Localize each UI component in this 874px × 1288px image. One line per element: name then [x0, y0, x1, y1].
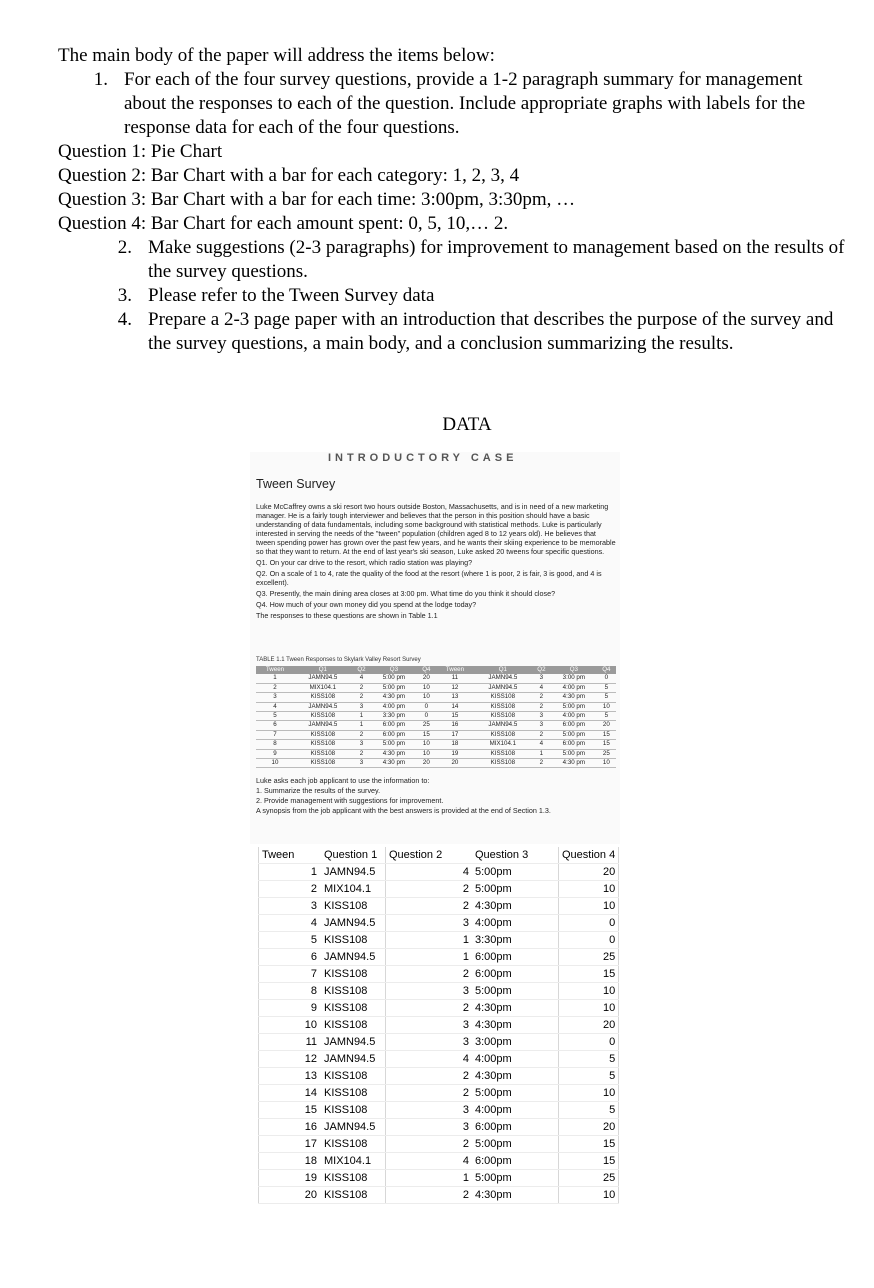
table-cell: 2	[352, 730, 371, 739]
table-row	[259, 1034, 619, 1051]
cell-tween: 12	[259, 1051, 321, 1068]
table-cell: 9	[256, 749, 294, 758]
table-row	[259, 915, 619, 932]
table-cell: 10	[597, 702, 616, 711]
table-cell: 13	[436, 693, 474, 702]
cell-question-2: 2	[386, 1000, 473, 1017]
table-cell: 5:00 pm	[551, 702, 597, 711]
table-cell: 6	[256, 721, 294, 730]
cell-question-4: 20	[559, 1119, 619, 1136]
table-row	[256, 693, 616, 702]
cell-tween: 17	[259, 1136, 321, 1153]
header-cell: Q4	[417, 666, 436, 674]
cell-tween: 15	[259, 1102, 321, 1119]
cell-question-2: 1	[386, 1170, 473, 1187]
table-cell: 5	[597, 693, 616, 702]
table-row	[256, 674, 616, 683]
cell-tween: 1	[259, 864, 321, 881]
table-cell: 5:00 pm	[551, 749, 597, 758]
table-cell: 4:00 pm	[551, 712, 597, 721]
table-cell: 4:30 pm	[371, 759, 417, 768]
table-cell: 2	[352, 683, 371, 692]
table-cell: KISS108	[474, 759, 532, 768]
cell-question-4: 0	[559, 932, 619, 949]
table-cell: KISS108	[294, 759, 352, 768]
cell-question-1: KISS108	[320, 1102, 386, 1119]
table-cell: 1	[352, 721, 371, 730]
header-question-2: Question 2	[386, 847, 473, 864]
case-title: Tween Survey	[256, 477, 336, 491]
cell-question-1: KISS108	[320, 1187, 386, 1204]
cell-question-2: 4	[386, 1051, 473, 1068]
table-row	[259, 1000, 619, 1017]
cell-question-3: 5:00pm	[472, 1136, 559, 1153]
table-cell: 5	[597, 712, 616, 721]
tasks-intro: Luke asks each job applicant to use the information to:	[256, 776, 430, 785]
table-row	[259, 966, 619, 983]
header-cell: Q2	[532, 666, 551, 674]
question-4-instruction: Question 4: Bar Chart for each amount spent: 0, 5, 10,… 2.	[58, 213, 509, 234]
cell-question-4: 10	[559, 898, 619, 915]
cell-question-4: 0	[559, 915, 619, 932]
table-cell: KISS108	[294, 730, 352, 739]
table-cell: 8	[256, 740, 294, 749]
table-row	[259, 881, 619, 898]
table-cell: 2	[532, 693, 551, 702]
case-banner: INTRODUCTORY CASE	[328, 452, 518, 464]
cell-tween: 18	[259, 1153, 321, 1170]
list-number: 2.	[117, 237, 132, 258]
case-paragraph: Luke McCaffrey owns a ski resort two hours outside Boston, Massachusetts, and is in need of a new marketing manager. He is a fairly tough interviewer and believes that the person in this position should have a basic understanding of data fundamentals, including some background with statistical methods. Luke is particularly interested in serving the needs of the "tween" population (children aged 8 to 12 years old). He believes that tween spending power has grown over the past few years, and he wants their skiing experience to be memorable so that they want to return. At the end of last year's ski season, Luke asked 20 tweens four specific questions.	[256, 502, 616, 556]
table-cell: 10	[256, 759, 294, 768]
table-cell: MIX104.1	[474, 740, 532, 749]
cell-question-1: JAMN94.5	[320, 1034, 386, 1051]
table-cell: 4:30 pm	[551, 693, 597, 702]
table-cell: 5	[256, 712, 294, 721]
table-row	[259, 983, 619, 1000]
table-cell: 2	[532, 759, 551, 768]
cell-question-4: 20	[559, 864, 619, 881]
table-cell: 4	[532, 683, 551, 692]
table-cell: 3	[352, 740, 371, 749]
cell-tween: 20	[259, 1187, 321, 1204]
table-cell: KISS108	[294, 693, 352, 702]
cell-question-2: 3	[386, 983, 473, 1000]
cell-question-3: 5:00pm	[472, 983, 559, 1000]
cell-question-2: 2	[386, 881, 473, 898]
cell-question-2: 1	[386, 932, 473, 949]
instructions-intro: The main body of the paper will address the items below:	[58, 45, 495, 66]
table-cell: 3	[532, 721, 551, 730]
table-row	[259, 1119, 619, 1136]
table-cell: 2	[352, 693, 371, 702]
list-text: Please refer to the Tween Survey data	[148, 285, 435, 306]
table-cell: KISS108	[294, 712, 352, 721]
cell-tween: 11	[259, 1034, 321, 1051]
header-cell: Q2	[352, 666, 371, 674]
cell-question-3: 4:00pm	[472, 915, 559, 932]
table-cell: KISS108	[474, 693, 532, 702]
cell-question-4: 15	[559, 1136, 619, 1153]
table-cell: 15	[597, 730, 616, 739]
cell-question-4: 5	[559, 1051, 619, 1068]
table-cell: 6:00 pm	[551, 721, 597, 730]
cell-question-2: 3	[386, 915, 473, 932]
sheet-header-row	[259, 847, 619, 864]
table-cell: KISS108	[474, 749, 532, 758]
cell-question-4: 20	[559, 1017, 619, 1034]
header-cell: Q3	[551, 666, 597, 674]
header-question-1: Question 1	[320, 847, 386, 864]
table-cell: JAMN94.5	[294, 721, 352, 730]
cell-tween: 19	[259, 1170, 321, 1187]
table-cell: 0	[417, 702, 436, 711]
table-cell: 16	[436, 721, 474, 730]
table-cell: 20	[417, 674, 436, 683]
list-text: For each of the four survey questions, provide a 1-2 paragraph summary for management about the responses to each of the question. Include appropriate graphs with labels for the response data for each of the four questions.	[124, 69, 806, 138]
cell-tween: 10	[259, 1017, 321, 1034]
table-cell: 25	[597, 749, 616, 758]
header-question-3: Question 3	[472, 847, 559, 864]
cell-question-2: 1	[386, 949, 473, 966]
cell-tween: 5	[259, 932, 321, 949]
cell-question-1: JAMN94.5	[320, 864, 386, 881]
table-row	[259, 1187, 619, 1204]
cell-question-3: 3:30pm	[472, 932, 559, 949]
table-cell: 12	[436, 683, 474, 692]
cell-question-2: 2	[386, 898, 473, 915]
cell-question-3: 3:00pm	[472, 1034, 559, 1051]
cell-question-4: 5	[559, 1102, 619, 1119]
task-2: 2. Provide management with suggestions for improvement.	[256, 796, 444, 805]
table-row	[256, 712, 616, 721]
cell-question-2: 3	[386, 1017, 473, 1034]
cell-question-4: 10	[559, 1085, 619, 1102]
list-item-4	[58, 308, 848, 356]
table-cell: 10	[417, 683, 436, 692]
table-cell: 10	[417, 740, 436, 749]
table-row	[259, 1068, 619, 1085]
cell-question-2: 2	[386, 1068, 473, 1085]
cell-question-1: KISS108	[320, 1000, 386, 1017]
cell-question-3: 5:00pm	[472, 881, 559, 898]
table-row	[259, 1153, 619, 1170]
table-cell: 19	[436, 749, 474, 758]
cell-question-4: 15	[559, 1153, 619, 1170]
list-item-2	[58, 236, 848, 284]
table-row	[256, 740, 616, 749]
list-number: 1.	[93, 69, 108, 90]
cell-question-3: 5:00pm	[472, 1170, 559, 1187]
table-cell: 10	[597, 759, 616, 768]
table-cell: 3	[256, 693, 294, 702]
cell-question-4: 10	[559, 881, 619, 898]
list-text: Prepare a 2-3 page paper with an introduction that describes the purpose of the survey and the survey questions, a main body, and a conclusion summarizing the results.	[148, 309, 834, 354]
data-heading: DATA	[442, 414, 492, 435]
cell-question-3: 4:00pm	[472, 1051, 559, 1068]
table-cell: 2	[256, 683, 294, 692]
table-cell: 15	[417, 730, 436, 739]
cell-question-1: KISS108	[320, 932, 386, 949]
table-cell: 5	[597, 683, 616, 692]
table-row	[259, 1136, 619, 1153]
cell-tween: 9	[259, 1000, 321, 1017]
table-cell: 17	[436, 730, 474, 739]
table-cell: 15	[436, 712, 474, 721]
cell-question-3: 4:30pm	[472, 1068, 559, 1085]
table-cell: 6:00 pm	[371, 730, 417, 739]
table-row	[259, 1170, 619, 1187]
question-3-instruction: Question 3: Bar Chart with a bar for each time: 3:00pm, 3:30pm, …	[58, 189, 576, 210]
table-cell: KISS108	[294, 749, 352, 758]
cell-question-2: 3	[386, 1119, 473, 1136]
list-number: 3.	[117, 285, 132, 306]
header-tween: Tween	[259, 847, 321, 864]
table-cell: 4:30 pm	[371, 693, 417, 702]
table-row	[259, 1051, 619, 1068]
table-cell: 6:00 pm	[551, 740, 597, 749]
cell-tween: 16	[259, 1119, 321, 1136]
cell-tween: 8	[259, 983, 321, 1000]
cell-question-3: 4:00pm	[472, 1102, 559, 1119]
cell-question-3: 6:00pm	[472, 949, 559, 966]
survey-spreadsheet	[258, 847, 619, 1204]
cell-question-2: 3	[386, 1102, 473, 1119]
table-cell: 4:30 pm	[551, 759, 597, 768]
cell-tween: 7	[259, 966, 321, 983]
table-row	[259, 1085, 619, 1102]
table-cell: 2	[532, 702, 551, 711]
table-cell: 4	[352, 674, 371, 683]
table-cell: 2	[532, 730, 551, 739]
table-cell: 20	[436, 759, 474, 768]
list-number: 4.	[117, 309, 132, 330]
table-cell: 5:00 pm	[371, 683, 417, 692]
table-caption: TABLE 1.1 Tween Responses to Skylark Valley Resort Survey	[256, 657, 421, 663]
table-cell: 0	[597, 674, 616, 683]
question-1-instruction: Question 1: Pie Chart	[58, 141, 223, 162]
table-cell: KISS108	[294, 740, 352, 749]
table-cell: JAMN94.5	[474, 721, 532, 730]
task-1: 1. Summarize the results of the survey.	[256, 786, 381, 795]
table-cell: 2	[352, 749, 371, 758]
cell-question-1: JAMN94.5	[320, 949, 386, 966]
cell-question-4: 10	[559, 1000, 619, 1017]
table-cell: JAMN94.5	[294, 674, 352, 683]
table-row	[259, 932, 619, 949]
cell-question-3: 4:30pm	[472, 1000, 559, 1017]
cell-question-3: 5:00pm	[472, 864, 559, 881]
table-row	[259, 864, 619, 881]
responses-note: The responses to these questions are shown in Table 1.1	[256, 611, 438, 620]
table-cell: 3	[352, 702, 371, 711]
cell-tween: 2	[259, 881, 321, 898]
cell-question-2: 2	[386, 966, 473, 983]
cell-question-1: KISS108	[320, 983, 386, 1000]
table-cell: 3	[352, 759, 371, 768]
table-cell: 20	[417, 759, 436, 768]
cell-question-4: 10	[559, 1187, 619, 1204]
header-cell: Tween	[256, 666, 294, 674]
cell-tween: 14	[259, 1085, 321, 1102]
table-cell: 3:00 pm	[551, 674, 597, 683]
table-cell: 0	[417, 712, 436, 721]
cell-question-4: 25	[559, 1170, 619, 1187]
table-cell: 3:30 pm	[371, 712, 417, 721]
table-cell: 4	[532, 740, 551, 749]
cell-question-4: 25	[559, 949, 619, 966]
table-cell: 4:00 pm	[371, 702, 417, 711]
table-row	[256, 730, 616, 739]
table-row	[256, 749, 616, 758]
header-cell: Q1	[474, 666, 532, 674]
cell-question-2: 2	[386, 1085, 473, 1102]
table-row	[256, 759, 616, 768]
cell-tween: 13	[259, 1068, 321, 1085]
header-cell: Q1	[294, 666, 352, 674]
cell-question-4: 15	[559, 966, 619, 983]
header-cell: Tween	[436, 666, 474, 674]
cell-question-2: 2	[386, 1136, 473, 1153]
cell-question-3: 6:00pm	[472, 966, 559, 983]
table-cell: 5:00 pm	[371, 674, 417, 683]
table-cell: 11	[436, 674, 474, 683]
table-cell: 4:30 pm	[371, 749, 417, 758]
table-cell: 15	[597, 740, 616, 749]
cell-question-3: 6:00pm	[472, 1119, 559, 1136]
cell-question-3: 4:30pm	[472, 1187, 559, 1204]
table-cell: 20	[597, 721, 616, 730]
table-cell: 4	[256, 702, 294, 711]
cell-question-1: MIX104.1	[320, 1153, 386, 1170]
assignment-instructions	[58, 44, 848, 356]
cell-question-1: MIX104.1	[320, 881, 386, 898]
table-cell: 5:00 pm	[371, 740, 417, 749]
table-cell: 1	[532, 749, 551, 758]
cell-question-1: JAMN94.5	[320, 915, 386, 932]
table-cell: MIX104.1	[294, 683, 352, 692]
cell-question-1: JAMN94.5	[320, 1051, 386, 1068]
table-cell: 25	[417, 721, 436, 730]
table-cell: 1	[352, 712, 371, 721]
table-row	[256, 721, 616, 730]
cell-question-1: KISS108	[320, 1068, 386, 1085]
list-item-3	[58, 284, 848, 308]
cell-question-4: 0	[559, 1034, 619, 1051]
table-row	[259, 898, 619, 915]
case-tasks	[256, 776, 618, 816]
table-cell: JAMN94.5	[294, 702, 352, 711]
cell-question-4: 5	[559, 1068, 619, 1085]
cell-question-2: 3	[386, 1034, 473, 1051]
table-cell: JAMN94.5	[474, 683, 532, 692]
survey-question-4: Q4. How much of your own money did you spend at the lodge today?	[256, 600, 477, 609]
table-cell: JAMN94.5	[474, 674, 532, 683]
table-cell: 10	[417, 749, 436, 758]
cell-question-2: 2	[386, 1187, 473, 1204]
cell-question-1: JAMN94.5	[320, 1119, 386, 1136]
cell-question-3: 5:00pm	[472, 1085, 559, 1102]
table-cell: KISS108	[474, 712, 532, 721]
table-row	[259, 1017, 619, 1034]
table-cell: 7	[256, 730, 294, 739]
cell-question-1: KISS108	[320, 1085, 386, 1102]
table-row	[259, 1102, 619, 1119]
list-item-1	[58, 68, 848, 140]
table-row	[256, 702, 616, 711]
cell-tween: 6	[259, 949, 321, 966]
synopsis-note: A synopsis from the job applicant with the best answers is provided at the end of Section 1.3.	[256, 806, 551, 815]
scanned-textbook-excerpt	[250, 452, 620, 844]
table-cell: 4:00 pm	[551, 683, 597, 692]
survey-question-2: Q2. On a scale of 1 to 4, rate the quality of the food at the resort (where 1 is poor, 2 is fair, 3 is good, and 4 is excellent).	[256, 569, 602, 587]
cell-question-3: 4:30pm	[472, 898, 559, 915]
cell-question-3: 4:30pm	[472, 1017, 559, 1034]
cell-question-1: KISS108	[320, 1170, 386, 1187]
scan-response-table	[256, 666, 616, 768]
cell-question-1: KISS108	[320, 1136, 386, 1153]
list-text: Make suggestions (2-3 paragraphs) for improvement to management based on the results of the survey questions.	[148, 237, 845, 282]
table-cell: 14	[436, 702, 474, 711]
header-cell: Q4	[597, 666, 616, 674]
table-cell: 18	[436, 740, 474, 749]
scan-table-header	[256, 666, 616, 674]
table-cell: KISS108	[474, 730, 532, 739]
case-body	[256, 502, 616, 620]
survey-question-1: Q1. On your car drive to the resort, which radio station was playing?	[256, 558, 473, 567]
cell-question-3: 6:00pm	[472, 1153, 559, 1170]
cell-question-1: KISS108	[320, 898, 386, 915]
table-cell: 3	[532, 712, 551, 721]
question-2-instruction: Question 2: Bar Chart with a bar for each category: 1, 2, 3, 4	[58, 165, 520, 186]
cell-question-1: KISS108	[320, 1017, 386, 1034]
cell-question-2: 4	[386, 864, 473, 881]
cell-question-4: 10	[559, 983, 619, 1000]
table-row	[256, 683, 616, 692]
cell-question-2: 4	[386, 1153, 473, 1170]
cell-tween: 4	[259, 915, 321, 932]
table-cell: 3	[532, 674, 551, 683]
table-cell: 6:00 pm	[371, 721, 417, 730]
table-cell: 1	[256, 674, 294, 683]
table-cell: 10	[417, 693, 436, 702]
cell-tween: 3	[259, 898, 321, 915]
header-cell: Q3	[371, 666, 417, 674]
survey-question-3: Q3. Presently, the main dining area closes at 3:00 pm. What time do you think it should close?	[256, 589, 556, 598]
table-cell: 5:00 pm	[551, 730, 597, 739]
cell-question-1: KISS108	[320, 966, 386, 983]
table-row	[259, 949, 619, 966]
table-cell: KISS108	[474, 702, 532, 711]
header-question-4: Question 4	[559, 847, 619, 864]
